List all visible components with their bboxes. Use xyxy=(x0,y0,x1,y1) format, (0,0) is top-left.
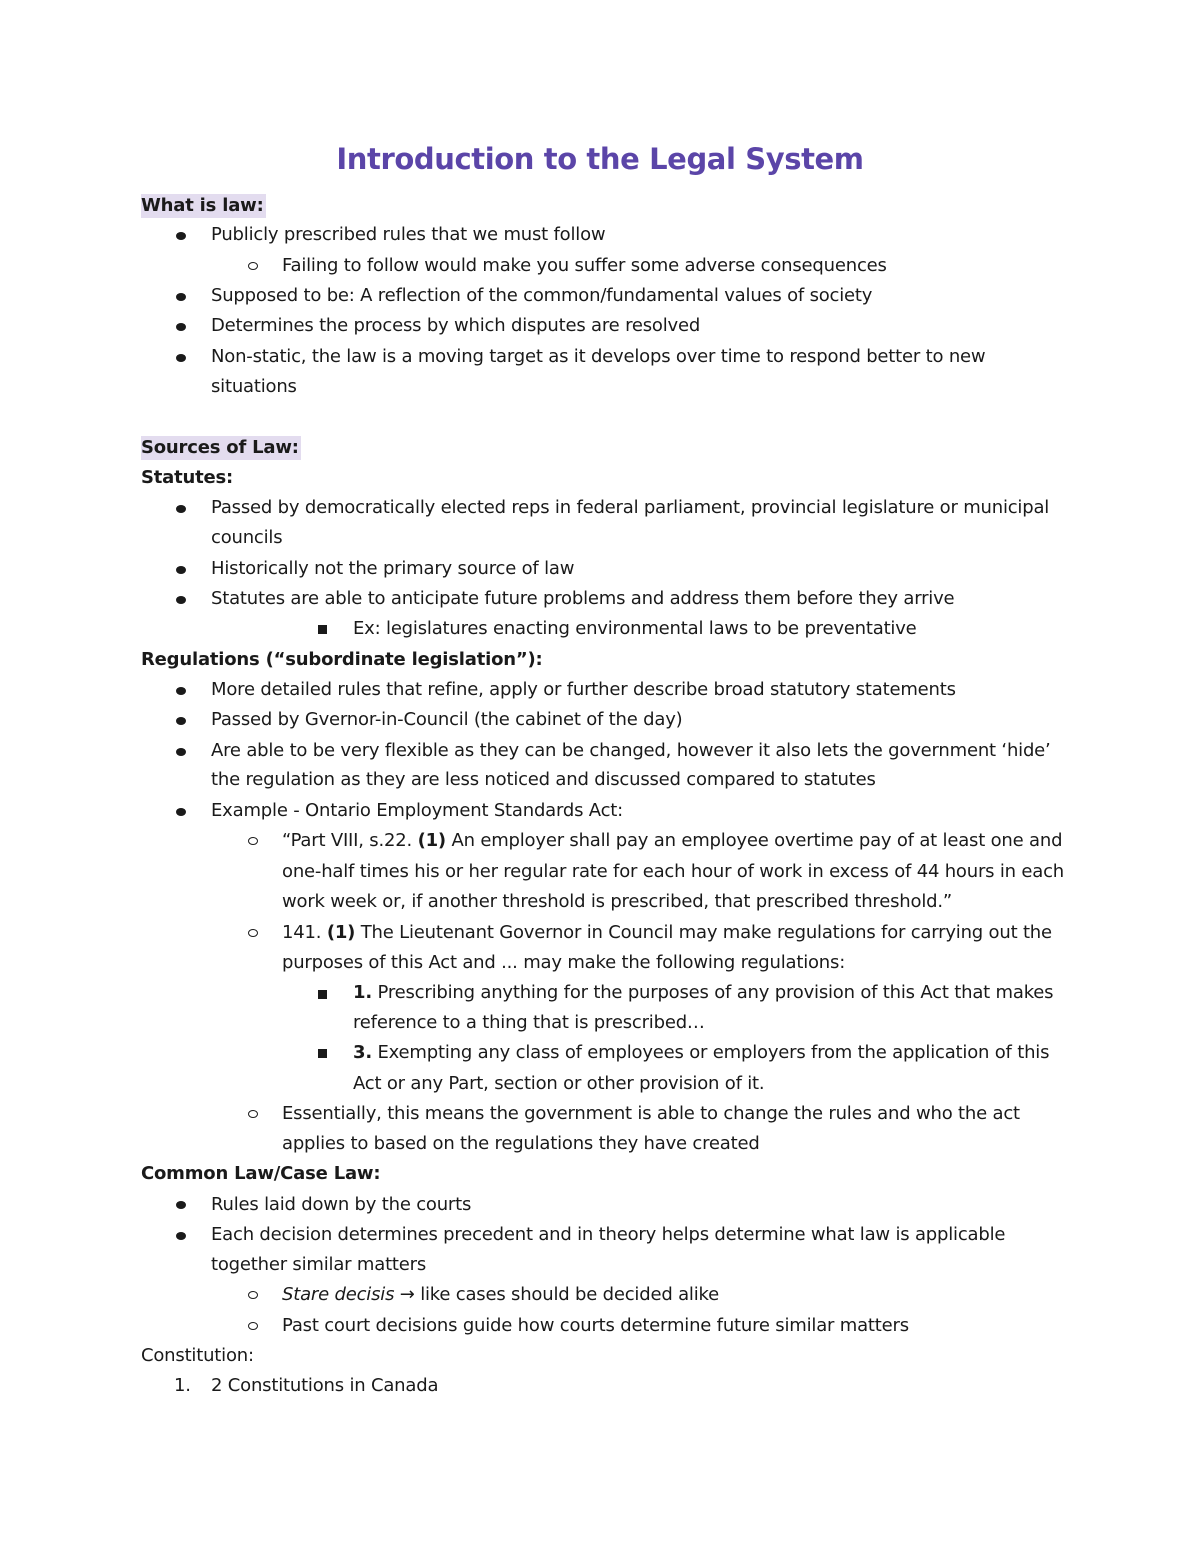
list-item: Each decision determines precedent and in theory helps determine what law is applicable xyxy=(211,1224,1006,1245)
bullet-icon xyxy=(176,566,186,574)
square-bullet-icon xyxy=(318,1049,327,1058)
list-item: Determines the process by which disputes are resolved xyxy=(211,315,701,336)
bullet-icon xyxy=(176,717,186,725)
list-item-quote: “Part VIII, s.22. (1) An employer shall pay an employee overtime pay of at least one and xyxy=(282,830,1063,851)
circle-bullet-icon xyxy=(248,837,258,845)
bullet-icon xyxy=(176,1232,186,1240)
list-item-continuation: together similar matters xyxy=(211,1254,427,1275)
list-item-quote: 1. Prescribing anything for the purposes of any provision of this Act that makes xyxy=(353,982,1054,1003)
list-item: Passed by democratically elected reps in federal parliament, provincial legislature or municipal xyxy=(211,497,1050,518)
bullet-icon xyxy=(176,505,186,513)
list-item: Supposed to be: A reflection of the common/fundamental values of society xyxy=(211,285,873,306)
subheading-statutes: Statutes: xyxy=(141,467,234,488)
square-bullet-icon xyxy=(318,990,327,999)
list-item-continuation: work week or, if another threshold is prescribed, that prescribed threshold.” xyxy=(282,891,952,912)
list-item: Stare decisis → like cases should be decided alike xyxy=(282,1284,719,1305)
list-item: Non-static, the law is a moving target as it develops over time to respond better to new xyxy=(211,346,986,367)
list-item: Statutes are able to anticipate future problems and address them before they arrive xyxy=(211,588,955,609)
page-title: Introduction to the Legal System xyxy=(336,142,864,176)
circle-bullet-icon xyxy=(248,929,258,937)
list-item: Failing to follow would make you suffer some adverse consequences xyxy=(282,255,887,276)
list-item: Are able to be very flexible as they can be changed, however it also lets the government ‘hide’ xyxy=(211,740,1051,761)
list-item: 2 Constitutions in Canada xyxy=(211,1375,439,1396)
list-item-continuation: situations xyxy=(211,376,297,397)
list-item: Ex: legislatures enacting environmental laws to be preventative xyxy=(353,618,917,639)
bullet-icon xyxy=(176,748,186,756)
section-heading-what-is-law: What is law: xyxy=(141,195,264,216)
bullet-icon xyxy=(176,808,186,816)
subheading-common-law: Common Law/Case Law: xyxy=(141,1163,381,1184)
list-item-quote: 3. Exempting any class of employees or employers from the application of this xyxy=(353,1042,1050,1063)
bullet-icon xyxy=(176,1201,186,1209)
circle-bullet-icon xyxy=(248,1322,258,1330)
subheading-regulations: Regulations (“subordinate legislation”): xyxy=(141,649,543,670)
list-item-continuation: councils xyxy=(211,527,283,548)
list-item: Past court decisions guide how courts determine future similar matters xyxy=(282,1315,909,1336)
bullet-icon xyxy=(176,354,186,362)
list-item-continuation: Act or any Part, section or other provision of it. xyxy=(353,1073,765,1094)
bullet-icon xyxy=(176,596,186,604)
list-item: Publicly prescribed rules that we must follow xyxy=(211,224,606,245)
list-item: Historically not the primary source of law xyxy=(211,558,575,579)
list-item-continuation: one-half times his or her regular rate for each hour of work in excess of 44 hours in each xyxy=(282,861,1064,882)
bullet-icon xyxy=(176,323,186,331)
subheading-constitution: Constitution: xyxy=(141,1345,254,1366)
list-item-quote: 141. (1) The Lieutenant Governor in Council may make regulations for carrying out the xyxy=(282,922,1052,943)
circle-bullet-icon xyxy=(248,1291,258,1299)
list-item-continuation: reference to a thing that is prescribed… xyxy=(353,1012,705,1033)
list-number: 1. xyxy=(174,1375,191,1396)
square-bullet-icon xyxy=(318,625,327,634)
list-item: Rules laid down by the courts xyxy=(211,1194,472,1215)
bullet-icon xyxy=(176,687,186,695)
list-item-continuation: purposes of this Act and ... may make the following regulations: xyxy=(282,952,846,973)
circle-bullet-icon xyxy=(248,262,258,270)
bullet-icon xyxy=(176,232,186,240)
list-item-continuation: the regulation as they are less noticed and discussed compared to statutes xyxy=(211,769,876,790)
circle-bullet-icon xyxy=(248,1110,258,1118)
list-item-continuation: applies to based on the regulations they have created xyxy=(282,1133,760,1154)
list-item: Example - Ontario Employment Standards Act: xyxy=(211,800,624,821)
section-heading-sources-of-law: Sources of Law: xyxy=(141,437,299,458)
list-item: Passed by Gvernor-in-Council (the cabinet of the day) xyxy=(211,709,683,730)
bullet-icon xyxy=(176,293,186,301)
list-item: More detailed rules that refine, apply or further describe broad statutory statements xyxy=(211,679,956,700)
list-item: Essentially, this means the government is able to change the rules and who the act xyxy=(282,1103,1020,1124)
